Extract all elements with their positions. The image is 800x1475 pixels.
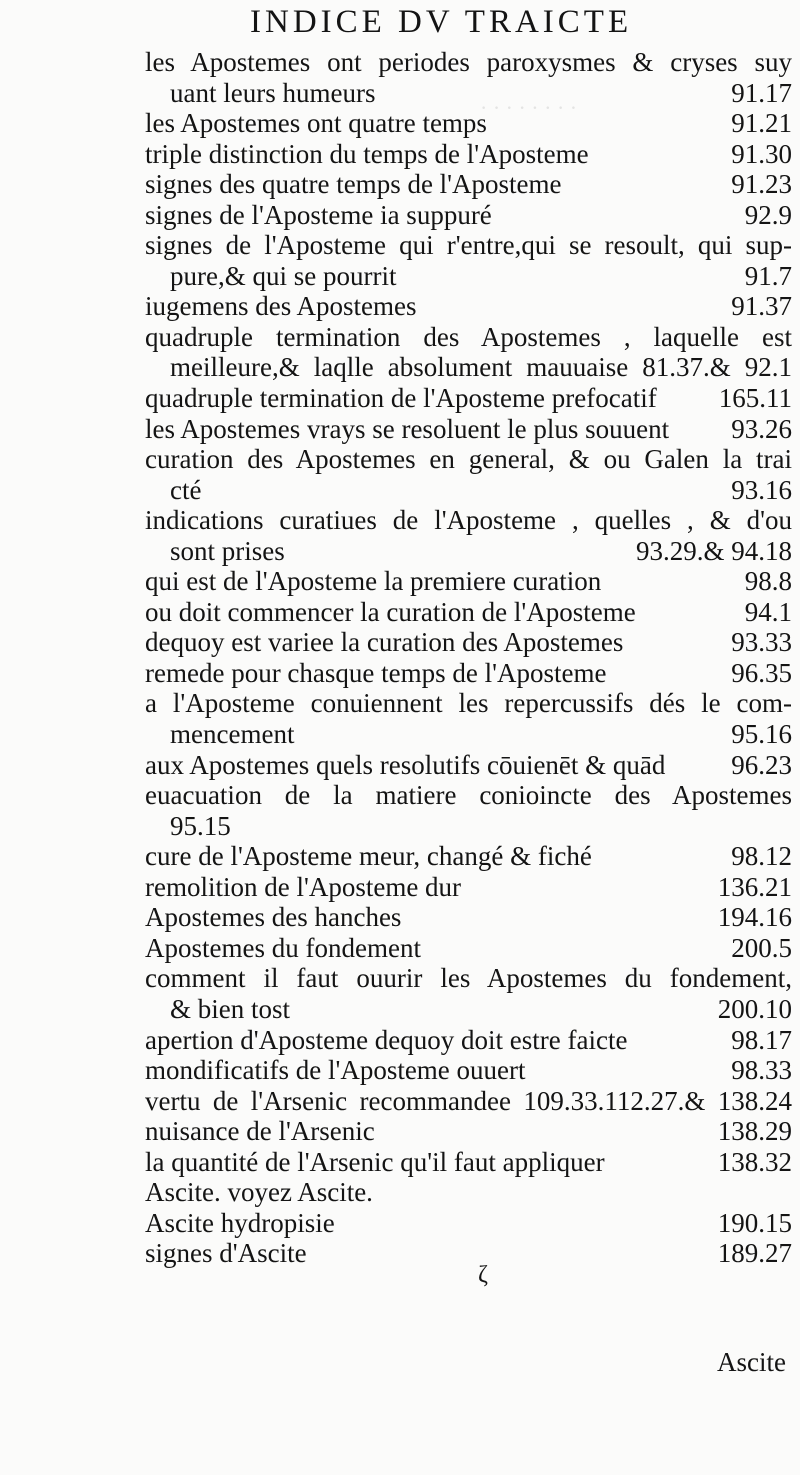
page-reference: 95.16 (731, 719, 792, 750)
entry-text: remede pour chasque temps de l'Aposteme (145, 657, 607, 688)
index-entry (0, 841, 800, 872)
page-reference: 93.33 (731, 627, 792, 658)
index-entry (0, 1086, 800, 1117)
page-reference: 98.12 (731, 841, 792, 872)
page-reference: 91.30 (731, 138, 792, 169)
index-entry (0, 780, 800, 811)
page-reference: 136.21 (717, 871, 792, 902)
page-reference: 98.17 (731, 1024, 792, 1055)
index-entry (0, 230, 800, 261)
page-reference: 96.23 (731, 749, 792, 780)
page-reference: 91.23 (731, 169, 792, 200)
page-reference: 91.37 (731, 291, 792, 322)
entry-text: euacuation de la matiere conioincte des Apostemes (145, 780, 792, 811)
running-head: INDICE DV TRAICTE (250, 4, 633, 40)
entry-text: Apostemes du fondement (145, 932, 421, 963)
entry-text: les Apostemes ont periodes paroxysmes & cryses suy (145, 47, 792, 77)
index-entry (0, 994, 800, 1025)
entry-text: signes d'Ascite (145, 1238, 307, 1269)
entry-text: qui est de l'Aposteme la premiere curation (145, 566, 602, 597)
index-entry (0, 536, 800, 567)
index-entry (0, 872, 800, 903)
page-reference: 194.16 (717, 902, 792, 933)
index-entry (0, 597, 800, 628)
index-entry (0, 108, 800, 139)
page-reference: 98.8 (744, 566, 792, 597)
page-reference: 91.7 (744, 260, 792, 291)
index-entry (0, 383, 800, 414)
page-reference: 96.35 (731, 657, 792, 688)
index-entry (0, 933, 800, 964)
catchword: Ascite (717, 1347, 786, 1377)
index-entry (0, 261, 800, 292)
entry-text: quadruple termination de l'Aposteme prefocatif (145, 383, 657, 414)
index-entry (0, 291, 800, 322)
page-reference: 98.33 (731, 1055, 792, 1086)
index-entry (0, 1177, 800, 1208)
index-entry (0, 963, 800, 994)
index-entry (0, 1238, 800, 1269)
entry-text: Ascite hydropisie (145, 1207, 335, 1238)
index-entry (0, 750, 800, 781)
entry-text: Ascite. voyez Ascite. (145, 1177, 373, 1208)
entry-text: pure,& qui se pourrit (170, 260, 397, 291)
index-entry (0, 352, 800, 383)
page-reference: 93.26 (731, 413, 792, 444)
index-entry (0, 169, 800, 200)
index-entry (0, 566, 800, 597)
entry-text: cté (170, 474, 202, 505)
entry-text: cure de l'Aposteme meur, changé & fiché (145, 841, 592, 872)
index-entries (0, 47, 800, 1269)
entry-text: 95.15 (170, 810, 231, 841)
entry-text: signes des quatre temps de l'Aposteme (145, 169, 562, 200)
page-reference: 200.10 (717, 993, 792, 1024)
entry-text: les Apostemes ont quatre temps (145, 108, 487, 139)
entry-text: Apostemes des hanches (145, 902, 402, 933)
index-entry (0, 811, 800, 842)
page-reference: 93.29.& 94.18 (635, 535, 792, 566)
page-reference: 165.11 (718, 383, 792, 414)
index-entry (0, 414, 800, 445)
index-entry (0, 627, 800, 658)
page-reference: 190.15 (717, 1207, 792, 1238)
page-reference: 93.16 (731, 474, 792, 505)
entry-text: mondificatifs de l'Aposteme ouuert (145, 1055, 526, 1086)
index-entry (0, 658, 800, 689)
page-reference: 138.29 (717, 1116, 792, 1147)
entry-text: signes de l'Aposteme ia suppuré (145, 199, 492, 230)
index-entry (0, 1147, 800, 1178)
entry-text: aux Apostemes quels resolutifs cōuienēt & quād (145, 749, 666, 780)
page-reference: 94.1 (744, 596, 792, 627)
entry-text: la quantité de l'Arsenic qu'il faut appliquer (145, 1146, 605, 1177)
entry-text: nuisance de l'Arsenic (145, 1116, 375, 1147)
entry-text: a l'Aposteme conuiennent les repercussifs dés le com- (145, 688, 792, 719)
index-entry (0, 139, 800, 170)
entry-text: iugemens des Apostemes (145, 291, 417, 322)
index-entry (0, 200, 800, 231)
index-entry (0, 505, 800, 536)
entry-text: ou doit commencer la curation de l'Aposteme (145, 596, 636, 627)
entry-text: vertu de l'Arsenic recommandee 109.33.112.27.& 138.24 (145, 1085, 792, 1116)
entry-text: les Apostemes vrays se resoluent le plus souuent (145, 413, 670, 444)
show-through-text: · · · · · · · · (480, 95, 578, 120)
index-entry (0, 47, 800, 78)
index-entry (0, 688, 800, 719)
page-reference: 91.21 (731, 108, 792, 139)
entry-text: quadruple termination des Apostemes , laquelle est (145, 321, 792, 352)
entry-text: uant leurs humeurs (170, 77, 376, 108)
ornament-mark: ζ (478, 1262, 488, 1288)
entry-text: sont prises (170, 535, 285, 566)
index-entry (0, 1208, 800, 1239)
index-entry (0, 444, 800, 475)
entry-text: signes de l'Aposteme qui r'entre,qui se resoult, qui sup- (145, 230, 792, 261)
entry-text: indications curatiues de l'Aposteme , quelles , & d'ou (145, 505, 792, 536)
page-reference: 189.27 (717, 1238, 792, 1269)
page-reference: 92.9 (744, 199, 792, 230)
entry-text: triple distinction du temps de l'Aposteme (145, 138, 589, 169)
index-entry (0, 1025, 800, 1056)
entry-text: remolition de l'Aposteme dur (145, 871, 462, 902)
index-entry (0, 322, 800, 353)
page-reference: 138.32 (717, 1146, 792, 1177)
index-entry (0, 1116, 800, 1147)
entry-text: meilleure,& laqlle absolument mauuaise 81.37.& 92.1 (170, 352, 792, 383)
index-entry (0, 902, 800, 933)
entry-text: mencement (170, 719, 295, 750)
entry-text: dequoy est variee la curation des Apostemes (145, 627, 624, 658)
page-reference: 200.5 (731, 932, 792, 963)
index-entry (0, 475, 800, 506)
entry-text: & bien tost (170, 993, 290, 1024)
index-entry (0, 78, 800, 109)
index-entry (0, 719, 800, 750)
entry-text: curation des Apostemes en general, & ou Galen la trai (145, 444, 792, 475)
entry-text: comment il faut ouurir les Apostemes du fondement, (145, 963, 792, 994)
entry-text: apertion d'Aposteme dequoy doit estre faicte (145, 1024, 628, 1055)
index-entry (0, 1055, 800, 1086)
page-reference: 91.17 (731, 77, 792, 108)
